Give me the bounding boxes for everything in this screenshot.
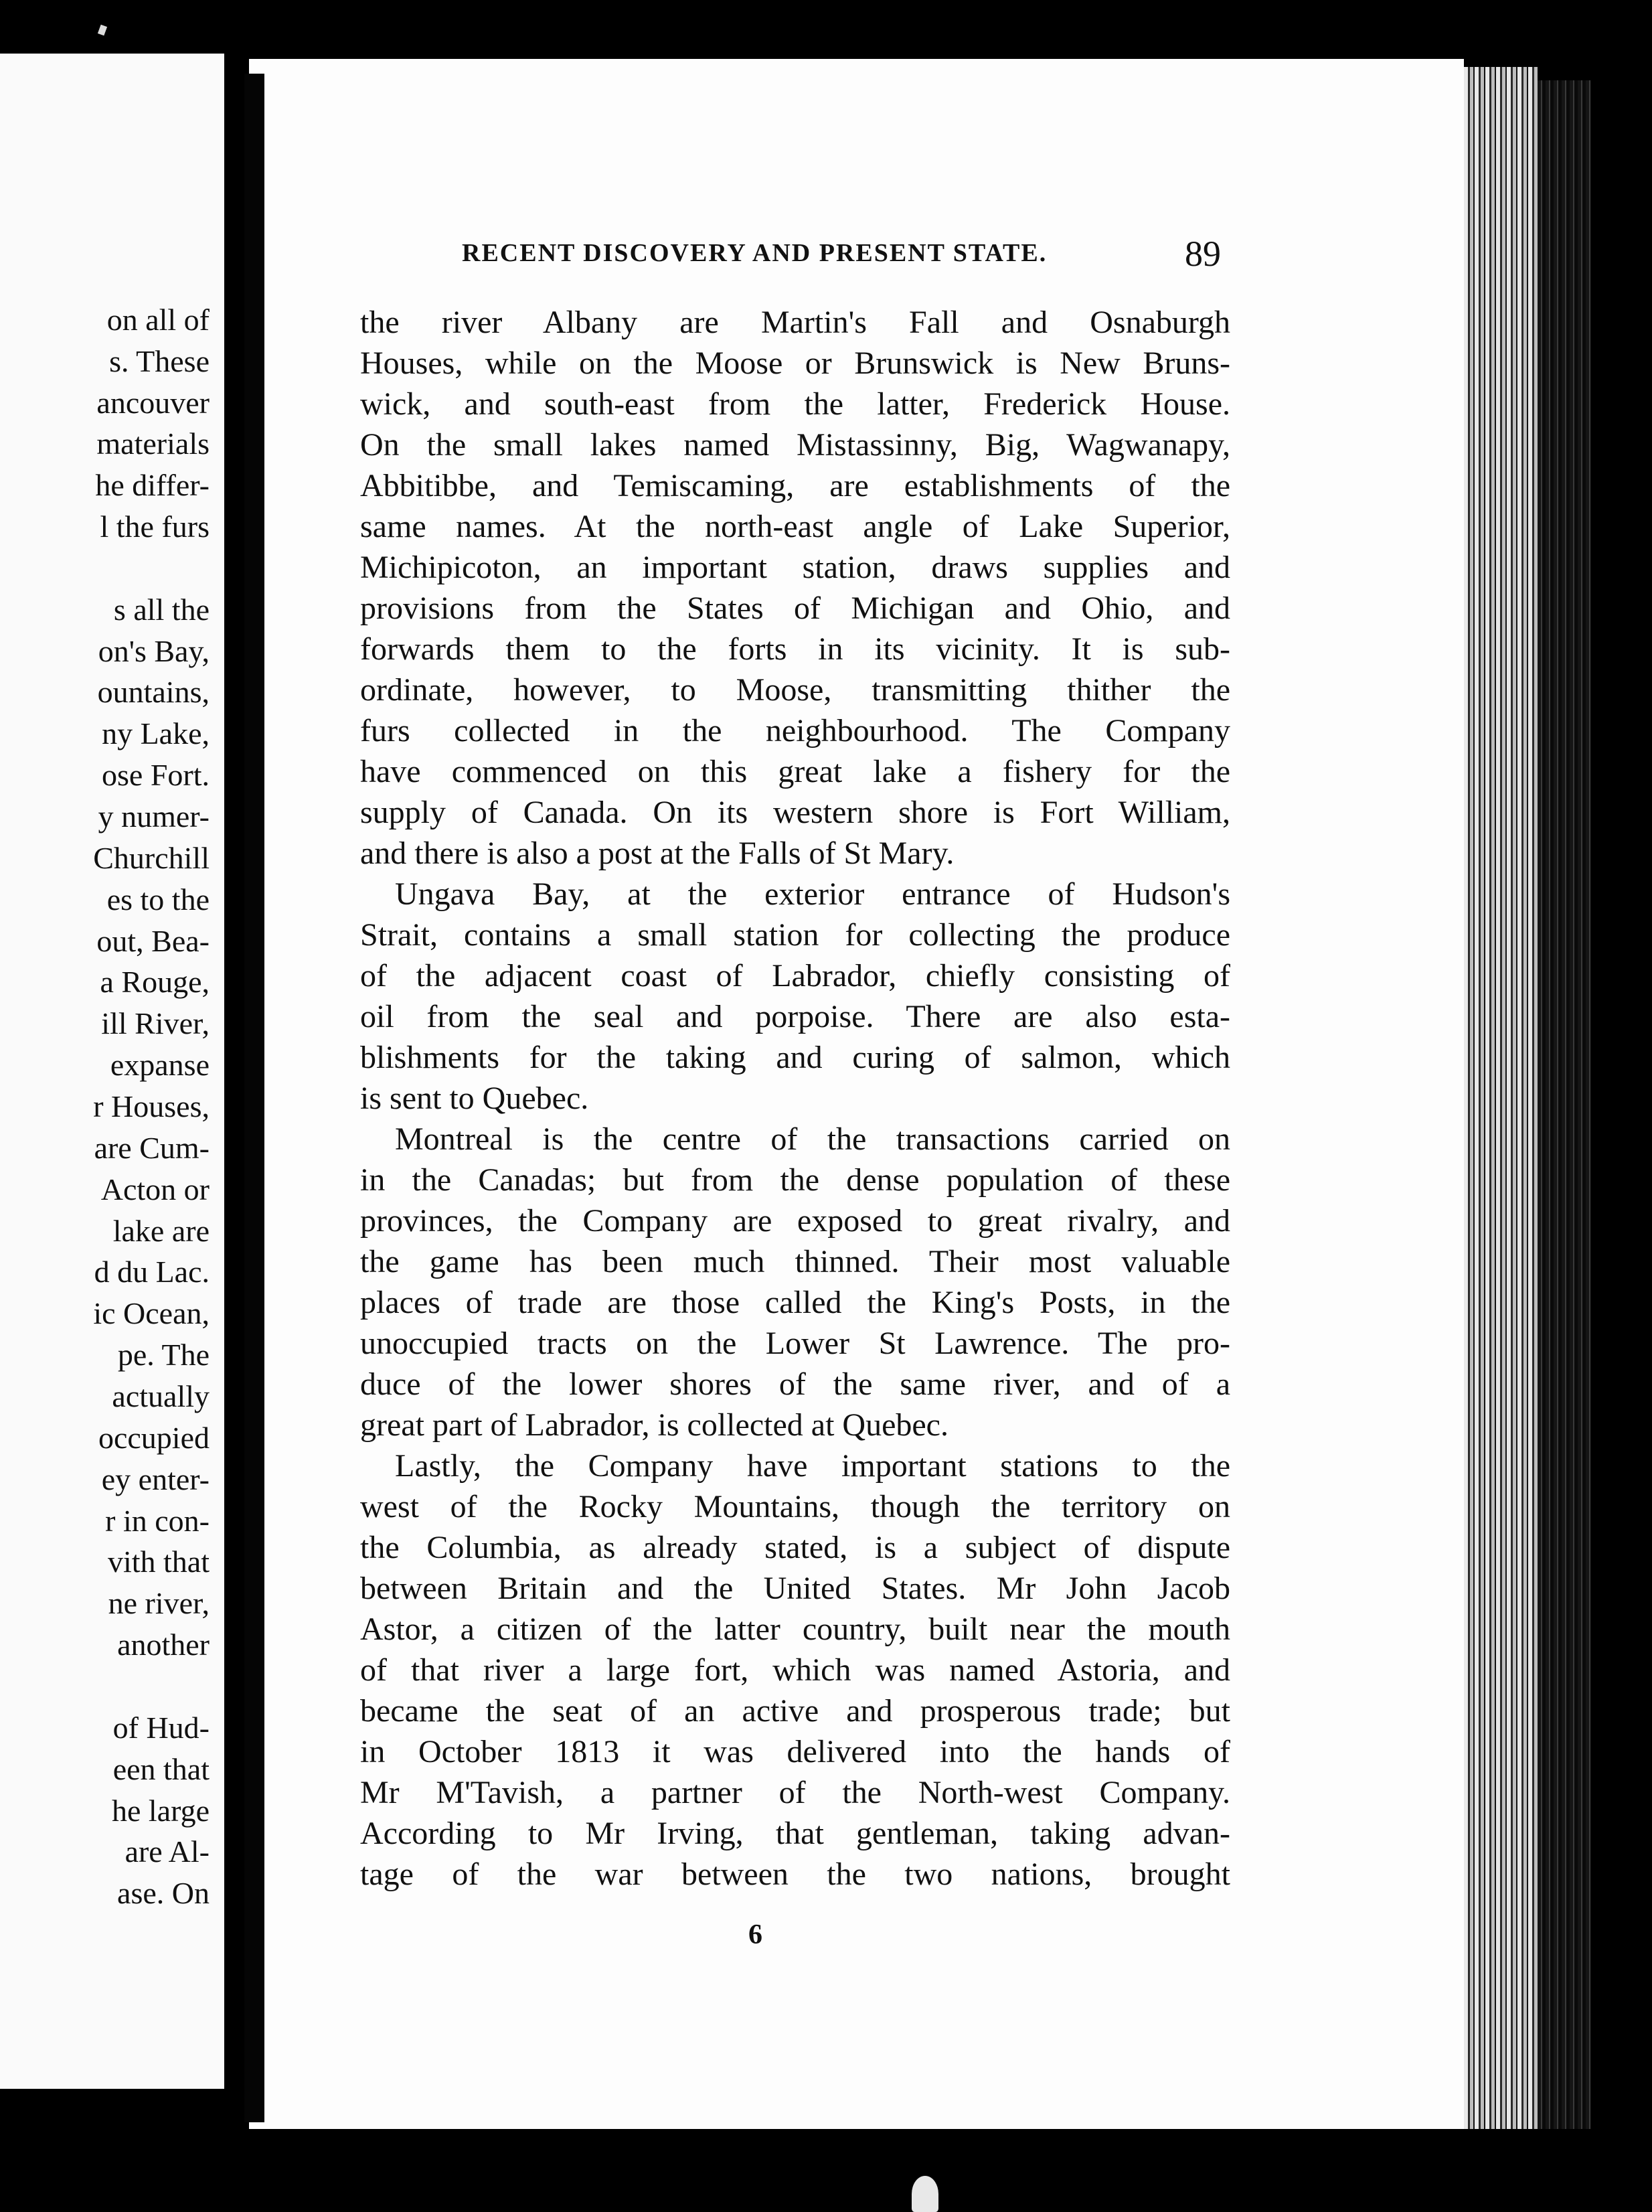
body-line: is sent to Quebec. <box>360 1081 589 1116</box>
body-line: furs collected in the neighbourhood. The Company <box>360 713 1230 748</box>
body-line: Houses, while on the Moose or Brunswick is New Bruns- <box>360 345 1230 381</box>
body-line: Abbitibbe, and Temiscaming, are establishments of the <box>360 468 1230 503</box>
body-line: Strait, contains a small station for collecting the produce <box>360 917 1230 953</box>
body-line: the Columbia, as already stated, is a subject of dispute <box>360 1530 1230 1565</box>
left-page-line: lake are <box>112 1214 210 1248</box>
book-gutter <box>244 74 264 2122</box>
left-page-line: Acton or <box>100 1172 210 1206</box>
body-line: places of trade are those called the King's Posts, in the <box>360 1285 1230 1320</box>
left-page-line: on's Bay, <box>98 634 210 668</box>
body-line: Lastly, the Company have important stations to the <box>395 1448 1230 1484</box>
body-line: became the seat of an active and prosperous trade; but <box>360 1693 1230 1729</box>
body-line: forwards them to the forts in its vicinity. It is sub- <box>360 631 1230 667</box>
body-line: oil from the seal and porpoise. There are also esta- <box>360 999 1230 1034</box>
left-page-line: ill River, <box>101 1006 210 1040</box>
body-line: of that river a large fort, which was named Astoria, and <box>360 1652 1230 1688</box>
body-line: unoccupied tracts on the Lower St Lawrence. The pro- <box>360 1326 1230 1361</box>
scan-speck <box>98 25 107 36</box>
left-page-line: r in con- <box>105 1504 210 1538</box>
left-page-line: ose Fort. <box>102 758 210 792</box>
running-head: RECENT DISCOVERY AND PRESENT STATE. <box>462 239 1048 267</box>
left-page-line: s. These <box>109 344 210 378</box>
left-page-line: Churchill <box>93 841 210 875</box>
left-page-line: d du Lac. <box>94 1255 210 1289</box>
left-page-line: ic Ocean, <box>93 1296 210 1330</box>
body-line: of the adjacent coast of Labrador, chiefly consisting of <box>360 958 1230 994</box>
left-page-line: s all the <box>113 592 210 627</box>
left-page-line: l the furs <box>100 509 210 544</box>
body-line: Ungava Bay, at the exterior entrance of Hudson's <box>395 876 1230 912</box>
body-line: provinces, the Company are exposed to great rivalry, and <box>360 1203 1230 1239</box>
body-line: Michipicoton, an important station, draws supplies and <box>360 550 1230 585</box>
left-page-line: he differ- <box>95 468 210 502</box>
body-line: Astor, a citizen of the latter country, built near the mouth <box>360 1611 1230 1647</box>
body-line: duce of the lower shores of the same river, and of a <box>360 1366 1230 1402</box>
body-line: ordinate, however, to Moose, transmitting thither the <box>360 672 1230 708</box>
left-page-line: y numer- <box>98 799 210 834</box>
body-line: and there is also a post at the Falls of St Mary. <box>360 836 955 871</box>
left-page-line: another <box>117 1628 210 1662</box>
body-line: the river Albany are Martin's Fall and Osnaburgh <box>360 305 1230 340</box>
left-page-line: ase. On <box>117 1876 210 1910</box>
left-page-line: ne river, <box>108 1586 210 1620</box>
page-number: 89 <box>1185 234 1221 274</box>
left-page-line: es to the <box>106 882 210 917</box>
left-page-line: een that <box>112 1752 210 1786</box>
body-line: provisions from the States of Michigan and Ohio, and <box>360 590 1230 626</box>
book-cover-edge <box>1538 80 1591 2129</box>
body-line: same names. At the north-east angle of Lake Superior, <box>360 509 1230 544</box>
body-line: tage of the war between the two nations, brought <box>360 1856 1230 1892</box>
body-line: According to Mr Irving, that gentleman, taking advan- <box>360 1816 1230 1851</box>
left-page-line: occupied <box>98 1421 210 1455</box>
body-line: in October 1813 it was delivered into the hands of <box>360 1734 1230 1769</box>
left-page-line: vith that <box>107 1545 210 1579</box>
previous-page <box>0 54 224 2089</box>
signature-mark: 6 <box>748 1919 762 1950</box>
left-page-line: are Al- <box>125 1834 210 1869</box>
left-page-line: actually <box>112 1379 210 1413</box>
left-page-line: pe. The <box>117 1338 210 1372</box>
body-line: have commenced on this great lake a fishery for the <box>360 754 1230 789</box>
body-line: the game has been much thinned. Their most valuable <box>360 1244 1230 1279</box>
left-page-line: ountains, <box>97 675 210 709</box>
left-page-line: ey enter- <box>101 1462 210 1496</box>
left-page-line: ny Lake, <box>102 716 210 750</box>
body-line: in the Canadas; but from the dense population of these <box>360 1162 1230 1198</box>
body-line: On the small lakes named Mistassinny, Big, Wagwanapy, <box>360 427 1230 463</box>
left-page-line: out, Bea- <box>96 924 210 958</box>
body-line: supply of Canada. On its western shore is Fort William, <box>360 795 1230 830</box>
scan-speck <box>912 2176 938 2212</box>
body-line: west of the Rocky Mountains, though the territory on <box>360 1489 1230 1524</box>
body-line: wick, and south-east from the latter, Frederick House. <box>360 386 1230 422</box>
page-edges <box>1464 67 1538 2129</box>
left-page-line: r Houses, <box>93 1089 210 1123</box>
left-page-line: on all of <box>106 303 210 337</box>
left-page-line: ancouver <box>96 386 210 420</box>
left-page-line: materials <box>96 426 210 461</box>
left-page-line: a Rouge, <box>100 965 210 999</box>
left-page-line: expanse <box>110 1048 210 1082</box>
left-page-line: are Cum- <box>94 1131 210 1165</box>
body-line: blishments for the taking and curing of salmon, which <box>360 1040 1230 1075</box>
body-line: Mr M'Tavish, a partner of the North-west Company. <box>360 1775 1230 1810</box>
body-line: Montreal is the centre of the transactions carried on <box>395 1121 1230 1157</box>
left-page-line: of Hud- <box>112 1711 210 1745</box>
body-line: between Britain and the United States. Mr John Jacob <box>360 1571 1230 1606</box>
left-page-line: he large <box>111 1794 210 1828</box>
body-line: great part of Labrador, is collected at Quebec. <box>360 1407 948 1443</box>
